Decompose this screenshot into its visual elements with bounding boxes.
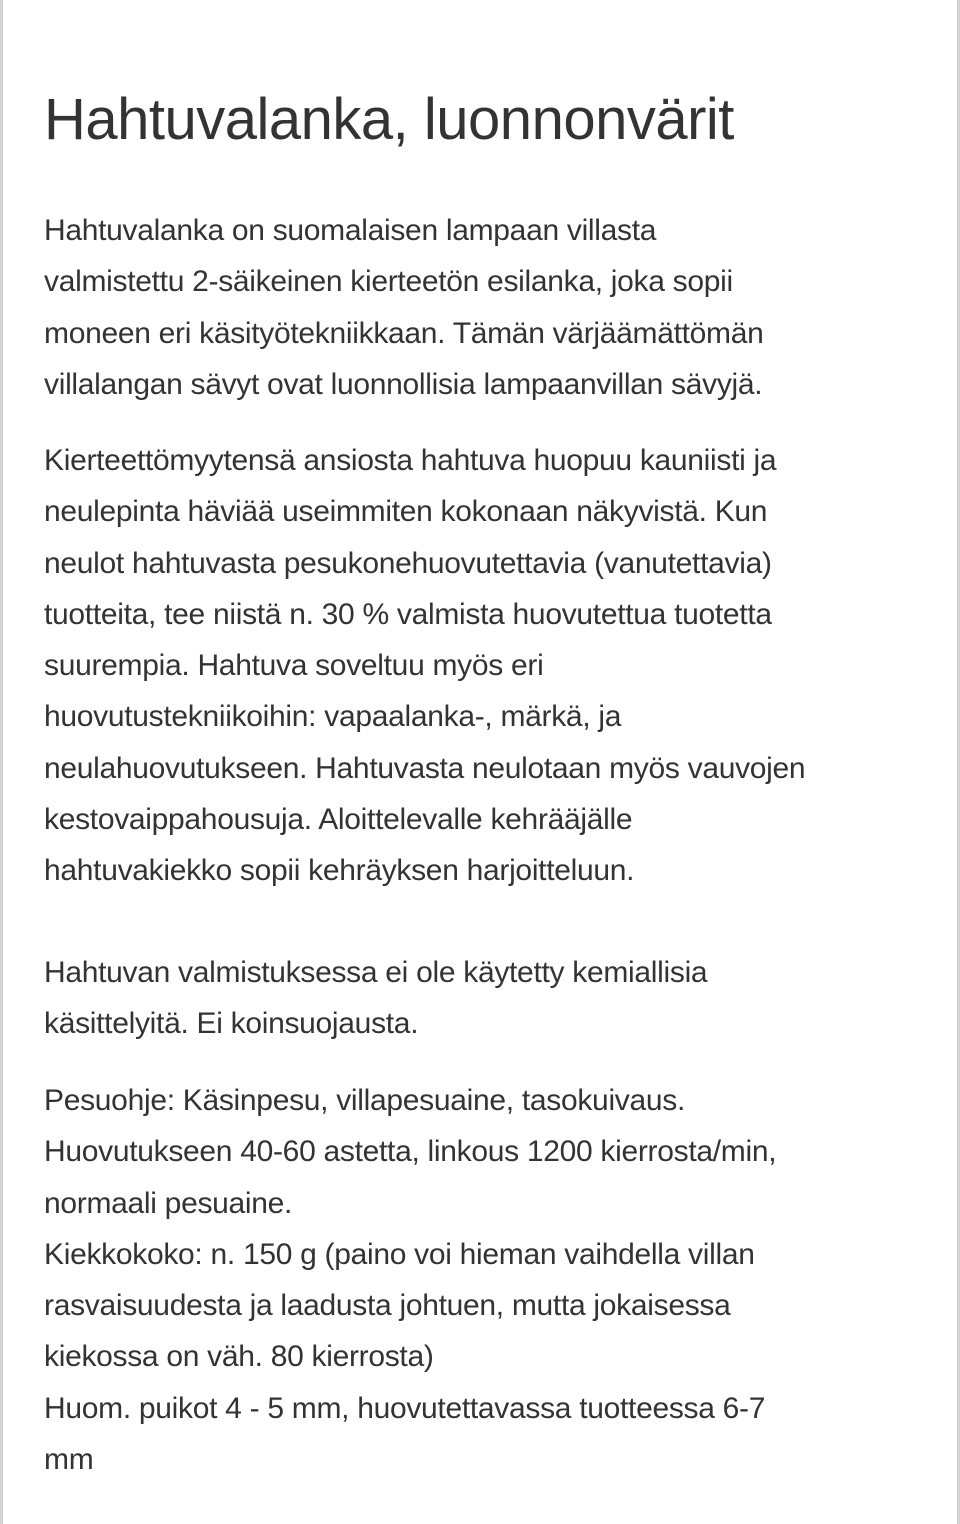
text-line: Huom. puikot 4 - 5 mm, huovutettavassa tuotteessa 6-7: [44, 1391, 766, 1425]
text-line: Kierteettömyytensä ansiosta hahtuva huopuu kauniisti ja: [44, 444, 777, 477]
text-line: kiekossa on väh. 80 kierrosta): [44, 1340, 434, 1374]
text-line: Kiekkokoko: n. 150 g (paino voi hieman vaihdella villan: [44, 1237, 755, 1271]
text-line: suurempia. Hahtuva soveltuu myös eri: [44, 649, 544, 683]
product-title: Hahtuvalanka, luonnonvärit: [44, 87, 734, 152]
text-line: valmistettu 2-säikeinen kierteetön esilanka, joka sopii: [44, 265, 733, 299]
text-line: Pesuohje: Käsinpesu, villapesuaine, tasokuivaus.: [44, 1084, 686, 1117]
description-paragraph-chemicals: [44, 947, 707, 1050]
text-line: normaali pesuaine.: [44, 1186, 293, 1220]
text-line: moneen eri käsityötekniikkaan. Tämän värjäämättömän: [44, 316, 764, 350]
text-line: neulepinta häviää useimmiten kokonaan näkyvistä. Kun: [44, 495, 768, 529]
text-line: neulot hahtuvasta pesukonehuovutettavia (vanutettavia): [44, 546, 772, 580]
text-line: huovutustekniikoihin: vapaalanka-, märkä, ja: [44, 700, 622, 734]
description-paragraph-felting: [44, 435, 805, 897]
text-line: Huovutukseen 40-60 astetta, linkous 1200 kierrosta/min,: [44, 1135, 777, 1169]
text-line: rasvaisuudesta ja laadusta johtuen, mutta jokaisessa: [44, 1289, 731, 1323]
description-paragraph-intro: [44, 205, 764, 410]
text-line: mm: [44, 1443, 94, 1477]
text-line: Hahtuvalanka on suomalaisen lampaan villasta: [44, 214, 657, 247]
text-line: tuotteita, tee niistä n. 30 % valmista huovutettua tuotetta: [44, 597, 772, 631]
description-paragraph-care-instructions: [44, 1075, 776, 1485]
text-line: kestovaippahousuja. Aloittelevalle kehrääjälle: [44, 803, 633, 837]
text-line: villalangan sävyt ovat luonnollisia lampaanvillan sävyjä.: [44, 367, 763, 401]
text-line: käsittelyitä. Ei koinsuojausta.: [44, 1007, 419, 1041]
text-line: hahtuvakiekko sopii kehräyksen harjoitteluun.: [44, 854, 635, 888]
text-line: Hahtuvan valmistuksessa ei ole käytetty kemiallisia: [44, 956, 708, 989]
text-line: neulahuovutukseen. Hahtuvasta neulotaan myös vauvojen: [44, 751, 806, 785]
